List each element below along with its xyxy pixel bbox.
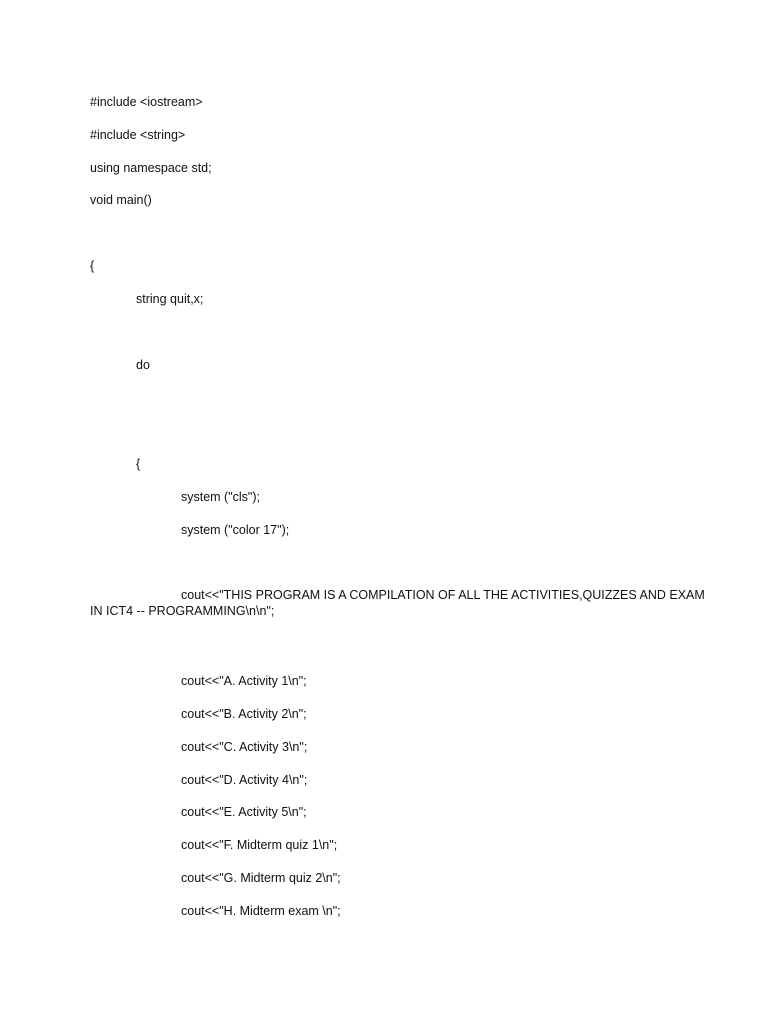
code-line-cout-g: cout<<"G. Midterm quiz 2\n"; (181, 871, 341, 885)
code-line-string-decl: string quit,x; (136, 292, 204, 306)
code-line-cout-e: cout<<"E. Activity 5\n"; (181, 805, 307, 819)
code-line-cout-b: cout<<"B. Activity 2\n"; (181, 707, 307, 721)
code-line-system-color: system ("color 17"); (181, 523, 290, 537)
banner-line-2: IN ICT4 -- PROGRAMMING\n\n"; (90, 604, 275, 618)
code-line-cout-a: cout<<"A. Activity 1\n"; (181, 674, 307, 688)
code-line-void-main: void main() (90, 193, 152, 207)
code-line-cout-f: cout<<"F. Midterm quiz 1\n"; (181, 838, 338, 852)
code-line-cout-c: cout<<"C. Activity 3\n"; (181, 740, 308, 754)
banner-line-1: cout<<"THIS PROGRAM IS A COMPILATION OF ALL THE ACTIVITIES,QUIZZES AND EXAM (181, 588, 705, 602)
code-line-cout-h: cout<<"H. Midterm exam \n"; (181, 904, 341, 918)
code-line-open-brace: { (90, 259, 95, 273)
code-line-do-open-brace: { (136, 457, 141, 471)
code-line-do: do (136, 358, 150, 372)
code-line-system-cls: system ("cls"); (181, 490, 261, 504)
code-line-include-string: #include <string> (90, 128, 186, 142)
code-line-include-iostream: #include <iostream> (90, 95, 203, 109)
code-line-cout-d: cout<<"D. Activity 4\n"; (181, 773, 308, 787)
code-line-banner-cout (90, 587, 768, 619)
code-line-using-namespace: using namespace std; (90, 161, 212, 175)
